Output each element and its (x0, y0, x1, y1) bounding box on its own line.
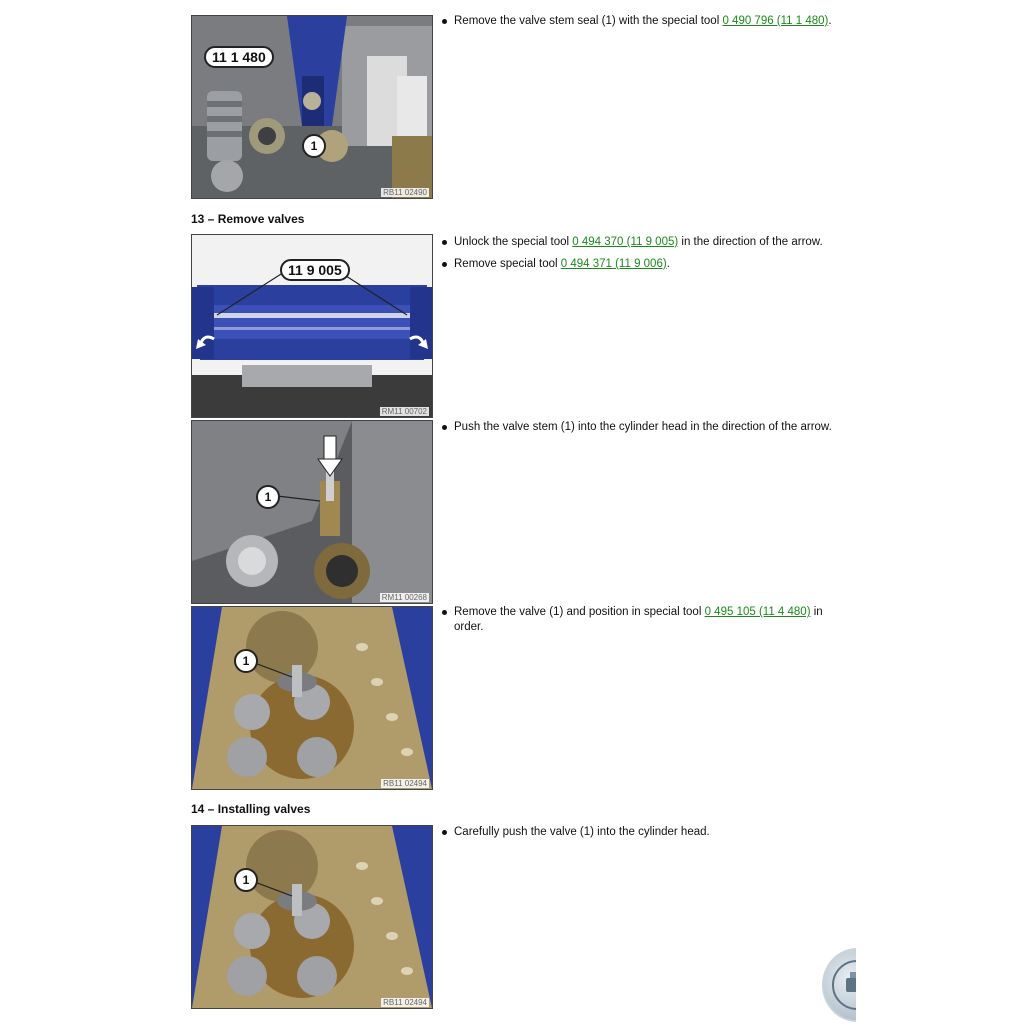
image-reference: RM11 00268 (381, 593, 427, 602)
instruction-item: Unlock the special tool 0 494 370 (11 9 005) in the direction of the arrow. (442, 235, 842, 250)
special-tool-link[interactable]: 0 495 105 (11 4 480) (704, 606, 811, 618)
instruction-item: Remove the valve stem seal (1) with the special tool 0 490 796 (11 1 480). (442, 14, 842, 29)
instruction-item: Remove the valve (1) and position in special tool 0 495 105 (11 4 480) in order. (442, 605, 842, 635)
part-marker-1: 1 (302, 134, 326, 158)
step-14-instructions (442, 825, 842, 847)
image-reference: RM11 00702 (381, 407, 427, 416)
part-marker-1: 1 (234, 868, 258, 892)
step-13c-instructions (442, 605, 842, 642)
cylinder-head-install-illustration (192, 826, 432, 1008)
tool-callout-11-9-005: 11 9 005 (280, 259, 350, 281)
image-reference: RB11 02490 (383, 188, 427, 197)
instruction-item: Carefully push the valve (1) into the cylinder head. (442, 825, 842, 840)
step-1-instructions (442, 14, 842, 36)
instruction-item: Push the valve stem (1) into the cylinder head in the direction of the arrow. (442, 420, 842, 435)
photo-push-valve-stem (191, 420, 433, 604)
special-tool-link[interactable]: 0 490 796 (11 1 480) (722, 15, 829, 27)
special-tool-link[interactable]: 0 494 370 (11 9 005) (572, 236, 679, 248)
photo-remove-valve (191, 606, 433, 790)
valve-stem-illustration (192, 421, 432, 603)
section-heading-remove-valves: 13 – Remove valves (191, 212, 305, 226)
page-edge-mask (856, 940, 1024, 1024)
photo-valve-stem-seal (191, 15, 433, 199)
tool-callout-11-1-480: 11 1 480 (204, 46, 274, 68)
instruction-item: Remove special tool 0 494 371 (11 9 006). (442, 257, 842, 272)
step-13b-instructions (442, 420, 842, 442)
photo-unlock-special-tool (191, 234, 433, 418)
valve-stem-seal-illustration (192, 16, 432, 198)
part-marker-1: 1 (256, 485, 280, 509)
step-13-instructions (442, 235, 842, 279)
part-marker-1: 1 (234, 649, 258, 673)
section-heading-installing-valves: 14 – Installing valves (191, 802, 311, 816)
cylinder-head-illustration (192, 607, 432, 789)
image-reference: RB11 02494 (383, 779, 427, 788)
special-tool-link[interactable]: 0 494 371 (11 9 006) (560, 258, 667, 270)
photo-install-valve (191, 825, 433, 1009)
image-reference: RB11 02494 (383, 998, 427, 1007)
